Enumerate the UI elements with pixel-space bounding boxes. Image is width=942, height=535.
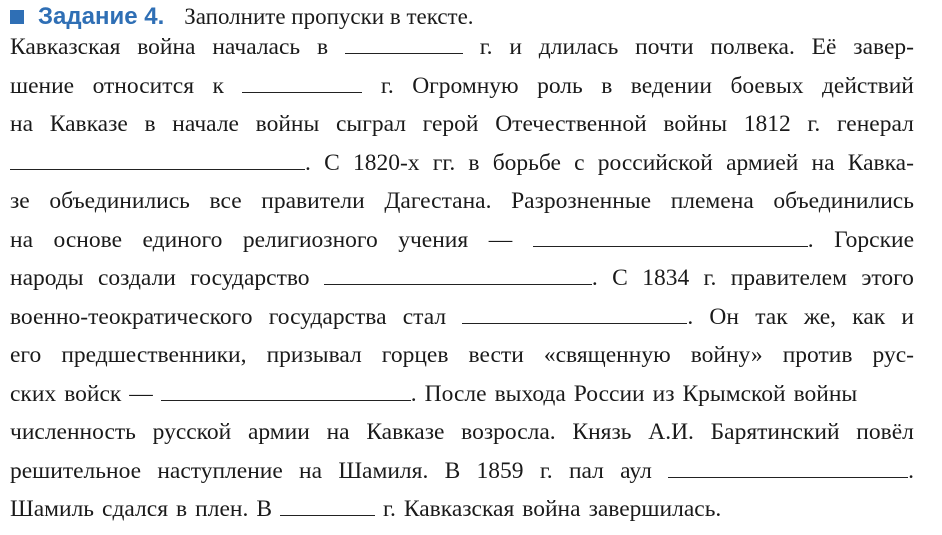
word: решительное (10, 457, 142, 484)
word: длилась (538, 34, 619, 60)
word: объединились (773, 188, 914, 214)
text-line-1 (10, 34, 914, 73)
blank-war-name[interactable] (161, 382, 411, 401)
word: Крымской (682, 380, 786, 407)
text-line-12 (10, 458, 914, 497)
word: племена (670, 188, 754, 214)
task-instruction: Заполните пропуски в тексте. (184, 4, 474, 29)
word: шение (10, 72, 75, 99)
blank-final-year[interactable] (280, 497, 375, 516)
word: сдался (102, 496, 169, 522)
word: войны (663, 111, 728, 137)
word: России (573, 380, 645, 407)
word: правителем (730, 265, 847, 291)
word: Разрозненные (511, 188, 652, 214)
word: основе (53, 226, 123, 253)
blank-state-name[interactable] (324, 266, 592, 285)
blank-general[interactable] (10, 151, 305, 170)
text-line-3 (10, 111, 914, 150)
word: Кавказская (403, 496, 515, 522)
word: С (612, 265, 628, 291)
word: наступление (157, 457, 283, 484)
task-label: Задание 4. (38, 3, 165, 30)
word: его (10, 342, 42, 368)
word: г. (539, 457, 553, 484)
word: начале (172, 111, 239, 137)
word: герой (422, 111, 479, 137)
word: — (129, 380, 153, 407)
word: в (316, 34, 329, 60)
text-line-5 (10, 188, 914, 227)
word: боевых (730, 72, 804, 99)
word: ведении (630, 72, 712, 99)
word: . (807, 226, 814, 253)
word: в (144, 111, 156, 137)
word: — (488, 226, 513, 253)
word: Кавказская (10, 34, 121, 60)
word: Князь (572, 419, 632, 445)
blank-aul-group (668, 458, 914, 485)
word: 1859 (476, 457, 524, 484)
word: военно-теократического (10, 303, 253, 330)
word: полвека. (710, 34, 795, 60)
word: этого (861, 265, 914, 291)
word: Её (811, 34, 837, 60)
word: войны (793, 380, 858, 407)
word: г. (383, 496, 396, 522)
word: действий (821, 72, 914, 99)
word: г. (807, 111, 821, 137)
word: . (591, 265, 598, 291)
blank-aul-name[interactable] (668, 459, 908, 478)
word: из (652, 380, 675, 407)
word: генерал (836, 111, 914, 137)
word: государства (268, 303, 387, 330)
word: началась (212, 34, 301, 60)
word: Барятинский (710, 419, 840, 445)
task-header (10, 2, 474, 32)
word: возросла. (461, 419, 556, 445)
word: войну» (690, 342, 763, 368)
word: стал (402, 303, 447, 330)
word: война (522, 496, 581, 522)
text-line-2 (10, 73, 914, 112)
word: к (212, 72, 224, 99)
word: завершилась. (588, 496, 722, 522)
word: создали (97, 265, 176, 291)
task-marker-square-icon (10, 10, 24, 24)
word: на (811, 149, 835, 176)
word: 1820-х (352, 149, 420, 176)
word: войск (64, 380, 122, 407)
word: как (852, 303, 886, 330)
word: в (601, 72, 613, 99)
word: единого (142, 226, 223, 253)
word: зе (10, 188, 30, 214)
word: г. (380, 72, 394, 99)
word: Кавка- (847, 149, 914, 176)
word: . (687, 303, 694, 330)
word: государство (190, 265, 310, 291)
blank-ruler-group (462, 304, 693, 331)
word: . (410, 380, 417, 407)
word: на (326, 419, 350, 445)
word: Кавказе (366, 419, 445, 445)
word: Шамиль (10, 496, 95, 522)
word: учения (398, 226, 469, 253)
word: С (324, 149, 340, 176)
word: В (444, 457, 461, 484)
word: в (468, 149, 480, 176)
word: все (209, 188, 242, 214)
word: плен. (195, 496, 249, 522)
word: войны (255, 111, 320, 137)
word: и (509, 34, 522, 60)
word: завер- (853, 34, 914, 60)
word: правители (261, 188, 365, 214)
word: 1834 (642, 265, 690, 291)
word: объединились (49, 188, 190, 214)
word: борьбе (492, 149, 561, 176)
word: сыграл (336, 111, 406, 137)
text-line-11 (10, 419, 914, 458)
blank-general-group (10, 150, 311, 177)
word: . (305, 149, 311, 176)
word: Кавказе (49, 111, 128, 137)
word: почти (635, 34, 694, 60)
word: на (10, 111, 34, 137)
word: с (574, 149, 585, 176)
word: предшественники, (61, 342, 247, 368)
word: на (10, 226, 34, 253)
blank-teaching-group (533, 227, 814, 254)
word: война (137, 34, 196, 60)
word: русской (152, 419, 232, 445)
word: г. (703, 265, 717, 291)
word: А.И. (648, 419, 694, 445)
word: После (424, 380, 487, 407)
blank-religious-teaching[interactable] (533, 228, 808, 247)
blank-start-year[interactable] (345, 35, 463, 54)
text-line-4 (10, 150, 914, 189)
word: Шамиля. (338, 457, 429, 484)
text-line-7 (10, 265, 914, 304)
word: в (176, 496, 188, 522)
word: армии (247, 419, 310, 445)
word: так (755, 303, 788, 330)
text-line-13 (10, 496, 914, 535)
word: гг. (432, 149, 456, 176)
exercise-text (10, 34, 914, 535)
word: Отечественной (495, 111, 647, 137)
word: рус- (872, 342, 914, 368)
word: Он (709, 303, 739, 330)
word: аул (620, 457, 652, 484)
word: . (908, 457, 914, 484)
word: численность (10, 419, 136, 445)
word: пал (568, 457, 604, 484)
word: горцев (381, 342, 449, 368)
word: относится (92, 72, 195, 99)
blank-end-year[interactable] (242, 74, 362, 93)
word: Горские (834, 226, 914, 253)
word: народы (10, 265, 84, 291)
blank-state-group (324, 265, 598, 292)
word: «священную (543, 342, 671, 368)
word: г. (479, 34, 493, 60)
text-line-10 (10, 381, 914, 420)
word: и (901, 303, 914, 330)
word: Дагестана. (384, 188, 492, 214)
word: ских (10, 380, 57, 407)
word: армией (726, 149, 799, 176)
word: выхода (494, 380, 566, 407)
word: повёл (856, 419, 914, 445)
blank-ruler-name[interactable] (462, 305, 687, 324)
text-line-9 (10, 342, 914, 381)
word: против (782, 342, 853, 368)
word: же, (803, 303, 837, 330)
word: религиозного (242, 226, 378, 253)
word: призывал (266, 342, 362, 368)
word: вести (468, 342, 524, 368)
word: на (299, 457, 323, 484)
word: В (256, 496, 273, 522)
word: 1812 (743, 111, 791, 137)
word: Огромную (412, 72, 519, 99)
word: роль (537, 72, 583, 99)
text-line-8 (10, 304, 914, 343)
text-line-6 (10, 227, 914, 266)
word: российской (597, 149, 713, 176)
